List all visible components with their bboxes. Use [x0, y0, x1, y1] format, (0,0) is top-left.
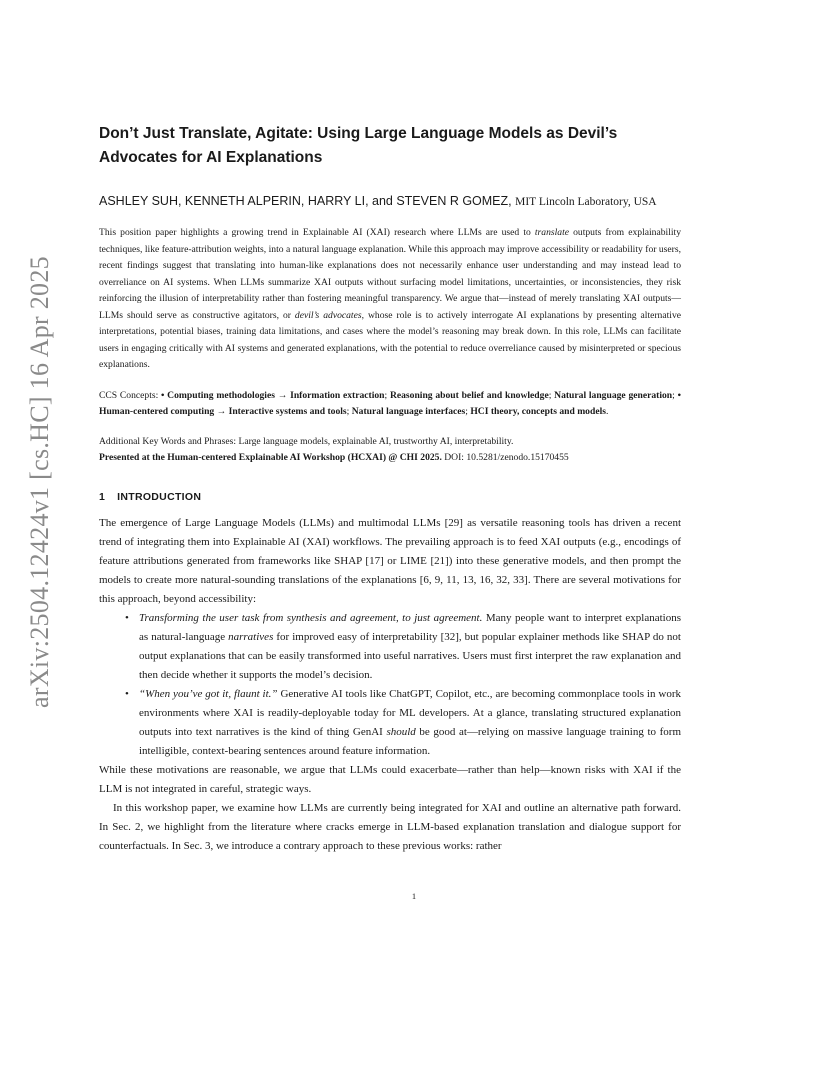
introduction-body — [99, 514, 681, 856]
bullet-2-text-b: be good at—relying on massive language training to form intelligible, context-bearing sentences around feature information. — [139, 725, 682, 757]
list-item — [139, 609, 681, 685]
ccs-concept: • Computing methodologies → Information extraction — [161, 389, 385, 401]
abstract-emphasis-devils-advocates: devil’s advocates — [294, 309, 362, 321]
list-item — [139, 685, 681, 761]
intro-paragraph-1: The emergence of Large Language Models (LLMs) and multimodal LLMs [29] as versatile reasoning tools has driven a recent trend of integrating them into Explainable AI (XAI) workflows. The prevailing approach is to feed XAI outputs (e.g., encodings of feature attributions generated from frameworks like SHAP [17] or LIME [21]) into these generative models, and then prompt the models to create more natural-sounding translations of the explanations [6, 9, 11, 13, 16, 32, 33]. There are several motivations for this approach, beyond accessibility: — [99, 516, 681, 605]
abstract-text-2: outputs from explainability techniques, like feature-attribution weights, into a natural language explanation. While this approach may improve accessibility or readability for users, recent findings suggest that translating into human-like explanations does not necessarily enhance user understanding and may instead lead to overreliance on AI systems. When LLMs summarize XAI outputs without surfacing model limitations, uncertainties, or inconsistencies, they risk reinforcing the illusion of interpretability rather than fostering meaningful transparency. We argue that—instead of merely translating XAI outputs—LLMs should serve as constructive agitators, or — [99, 227, 681, 321]
paper-page — [99, 122, 681, 856]
bullet-1-emphasis: narratives — [228, 630, 274, 643]
author-names: ASHLEY SUH, KENNETH ALPERIN, HARRY LI, and STEVEN R GOMEZ, — [99, 194, 512, 208]
section-heading — [99, 491, 681, 503]
bullet-1-heading: Transforming the user task from synthesis and agreement, to just agreement. — [139, 611, 483, 624]
ccs-concepts: CCS Concepts: • Computing methodologies → Information extraction; Reasoning about belief and knowledge; Natural language generation; • Human-centered computing → Interactive systems and tools; Natural language interfaces; HCI theory, concepts and models. — [99, 389, 681, 417]
motivation-list — [99, 609, 681, 761]
venue-line — [99, 450, 681, 467]
section-number: 1 — [99, 490, 106, 503]
bullet-2-text-a: Generative AI tools like ChatGPT, Copilot, etc., are becoming commonplace tools in work environments where XAI is readily-deployable today for ML developers. At a glance, translating structured explanation outputs into text narratives is the kind of thing GenAI — [139, 687, 681, 738]
abstract-text-1: This position paper highlights a growing trend in Explainable AI (XAI) research where LLMs are used to — [99, 227, 535, 238]
intro-paragraph-2: While these motivations are reasonable, we argue that LLMs could exacerbate—rather than help—known risks with XAI if the LLM is not integrated in careful, strategic ways. — [99, 763, 681, 795]
bullet-2-heading: “When you’ve got it, flaunt it.” — [139, 687, 278, 700]
arxiv-identifier-text: arXiv:2504.12424v1 [cs.HC] 16 Apr 2025 — [25, 256, 55, 708]
additional-keywords: Additional Key Words and Phrases: Large language models, explainable AI, trustworthy AI, interpretability. — [99, 435, 514, 447]
bullet-1-text-b: for improved easy of interpretability [32], but popular explainer methods like SHAP do not output explanations that can be easily transformed into useful narratives. Users must first interpret the raw explanation and then decide whether it supports the model’s decision. — [139, 630, 681, 681]
author-line — [99, 191, 681, 213]
ccs-concept: HCI theory, concepts and models — [470, 406, 606, 417]
page-number: 1 — [411, 891, 417, 901]
venue-name: Presented at the Human-centered Explainable AI Workshop (HCXAI) @ CHI 2025. — [99, 452, 442, 463]
section-title: INTRODUCTION — [117, 490, 202, 503]
ccs-concept: Natural language generation — [554, 389, 673, 401]
abstract-emphasis-translate: translate — [534, 227, 570, 238]
arxiv-identifier-stamp — [20, 232, 60, 732]
ccs-concept: Reasoning about belief and knowledge — [389, 389, 549, 401]
keywords-block — [99, 434, 681, 467]
ccs-concept: • Human-centered computing → Interactive systems and tools — [99, 389, 681, 417]
bullet-2-emphasis: should — [386, 725, 416, 738]
author-affiliation: MIT Lincoln Laboratory, USA — [515, 196, 657, 208]
abstract-text-3: , whose role is to actively interrogate AI explanations by presenting alternative interpretations, potential biases, training data limitations, and cases where the model’s reasoning may break down. In this role, LLMs can facilitate users in engaging critically with AI systems and generated explanations, with the potential to reduce overreliance caused by misinterpreted or specious explanations. — [99, 309, 681, 370]
ccs-label: CCS Concepts: — [99, 389, 162, 401]
intro-paragraph-3: In this workshop paper, we examine how LLMs are currently being integrated for XAI and outline an alternative path forward. In Sec. 2, we highlight from the literature where cracks emerge in LLM-based explanation translation and dialogue support for counterfactuals. In Sec. 3, we introduce a contrary approach to these previous works: rather — [99, 801, 681, 852]
paper-title: Don’t Just Translate, Agitate: Using Large Language Models as Devil’s Advocates for AI Explanations — [99, 125, 618, 166]
doi-text: DOI: 10.5281/zenodo.15170455 — [441, 452, 569, 463]
ccs-concept: Natural language interfaces — [351, 406, 466, 417]
bullet-1-text-a: Many people want to interpret explanations as natural-language — [139, 611, 681, 643]
abstract — [99, 225, 681, 374]
